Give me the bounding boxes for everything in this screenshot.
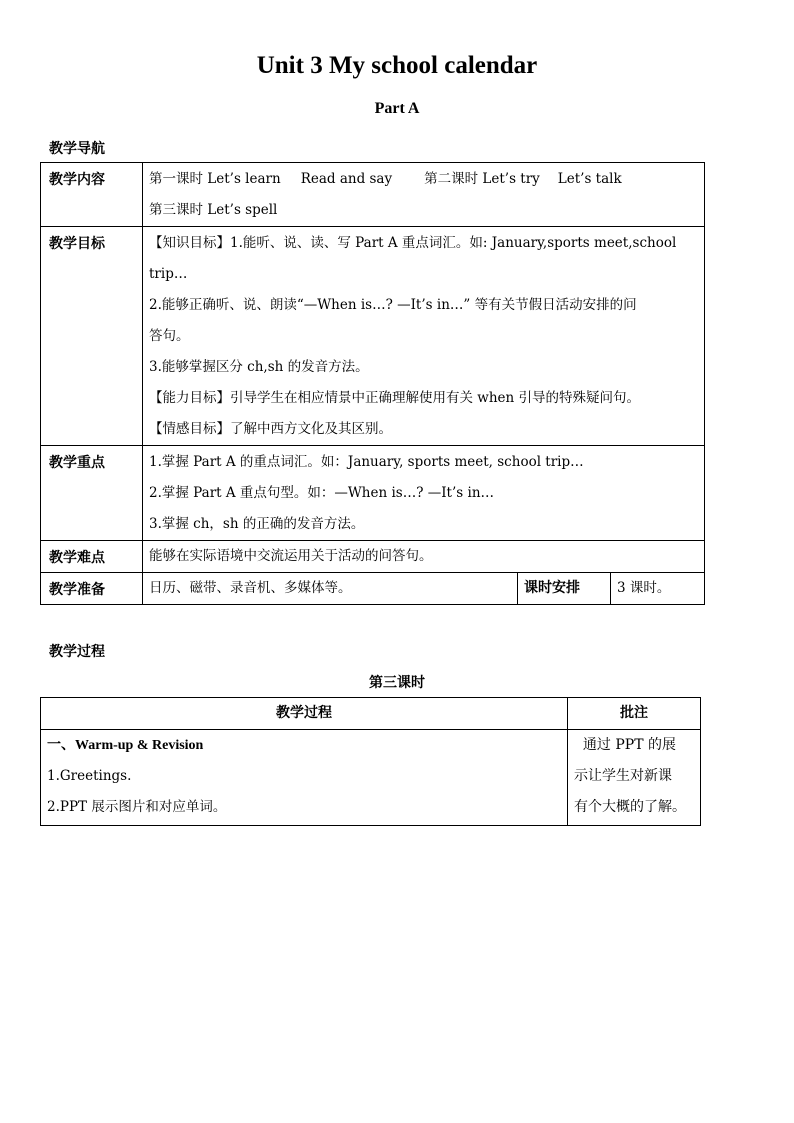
- document-title: Unit 3 My school calendar: [256, 52, 538, 79]
- goal-line: 答句。: [149, 328, 190, 344]
- goal-line: 3.能够掌握区分 ch,sh 的发音方法。: [149, 359, 369, 375]
- section-label-navigation: 教学导航: [49, 141, 105, 157]
- document-subtitle: Part A: [374, 100, 420, 117]
- content-line-2: 第三课时 Let’s spell: [149, 202, 278, 218]
- goal-line: 【情感目标】了解中西方文化及其区别。: [149, 421, 392, 437]
- cell-process-steps: [41, 730, 568, 826]
- cell-preparation: 日历、磁带、录音机、多媒体等。: [143, 573, 518, 605]
- goal-line: 2.能够正确听、说、朗读“—When is…? —It’s in…” 等有关节假日活动安排的问: [149, 297, 637, 313]
- cell-schedule: 3 课时。: [611, 573, 705, 605]
- step-line: 2.PPT 展示图片和对应单词。: [47, 799, 227, 815]
- row-difficulty: [41, 541, 705, 573]
- header-notes: 批注: [568, 698, 701, 730]
- teaching-navigation-table: [40, 162, 705, 605]
- label-teaching-content: 教学内容: [41, 163, 143, 227]
- label-preparation: 教学准备: [41, 573, 143, 605]
- key-point-line: 2.掌握 Part A 重点句型。如：—When is…? —It’s in…: [149, 485, 495, 501]
- section-label-process: 教学过程: [49, 644, 105, 660]
- row-preparation: [41, 573, 705, 605]
- process-body-row: [41, 730, 701, 826]
- row-teaching-content: [41, 163, 705, 227]
- label-key-points: 教学重点: [41, 446, 143, 541]
- label-difficulty: 教学难点: [41, 541, 143, 573]
- cell-key-points: [143, 446, 705, 541]
- label-schedule: 课时安排: [518, 573, 611, 605]
- goal-line: 【知识目标】1.能听、说、读、写 Part A 重点词汇。如: January,sports meet,school: [149, 235, 677, 251]
- step-line: 1.Greetings.: [47, 768, 132, 784]
- row-key-points: [41, 446, 705, 541]
- header-process: 教学过程: [41, 698, 568, 730]
- row-teaching-goals: [41, 227, 705, 446]
- cell-difficulty: 能够在实际语境中交流运用关于活动的问答句。: [143, 541, 705, 573]
- lesson-label: 第三课时: [369, 675, 425, 691]
- content-line-1: 第一课时 Let’s learn Read and say 第二课时 Let’s try Let’s talk: [149, 171, 622, 187]
- teaching-process-table: [40, 697, 701, 826]
- note-line: 示让学生对新课: [574, 768, 672, 784]
- key-point-line: 1.掌握 Part A 的重点词汇。如：January, sports meet, school trip…: [149, 454, 584, 470]
- note-line: 有个大概的了解。: [574, 799, 686, 815]
- cell-process-notes: [568, 730, 701, 826]
- goal-line: 【能力目标】引导学生在相应情景中正确理解使用有关 when 引导的特殊疑问句。: [149, 390, 641, 406]
- key-point-line: 3.掌握 ch，sh 的正确的发音方法。: [149, 516, 365, 532]
- cell-teaching-content: [143, 163, 705, 227]
- note-line: 通过 PPT 的展: [574, 737, 676, 753]
- cell-teaching-goals: [143, 227, 705, 446]
- label-teaching-goals: 教学目标: [41, 227, 143, 446]
- step-title: 一、Warm-up & Revision: [47, 738, 204, 753]
- goal-line: trip…: [149, 266, 188, 282]
- process-header-row: [41, 698, 701, 730]
